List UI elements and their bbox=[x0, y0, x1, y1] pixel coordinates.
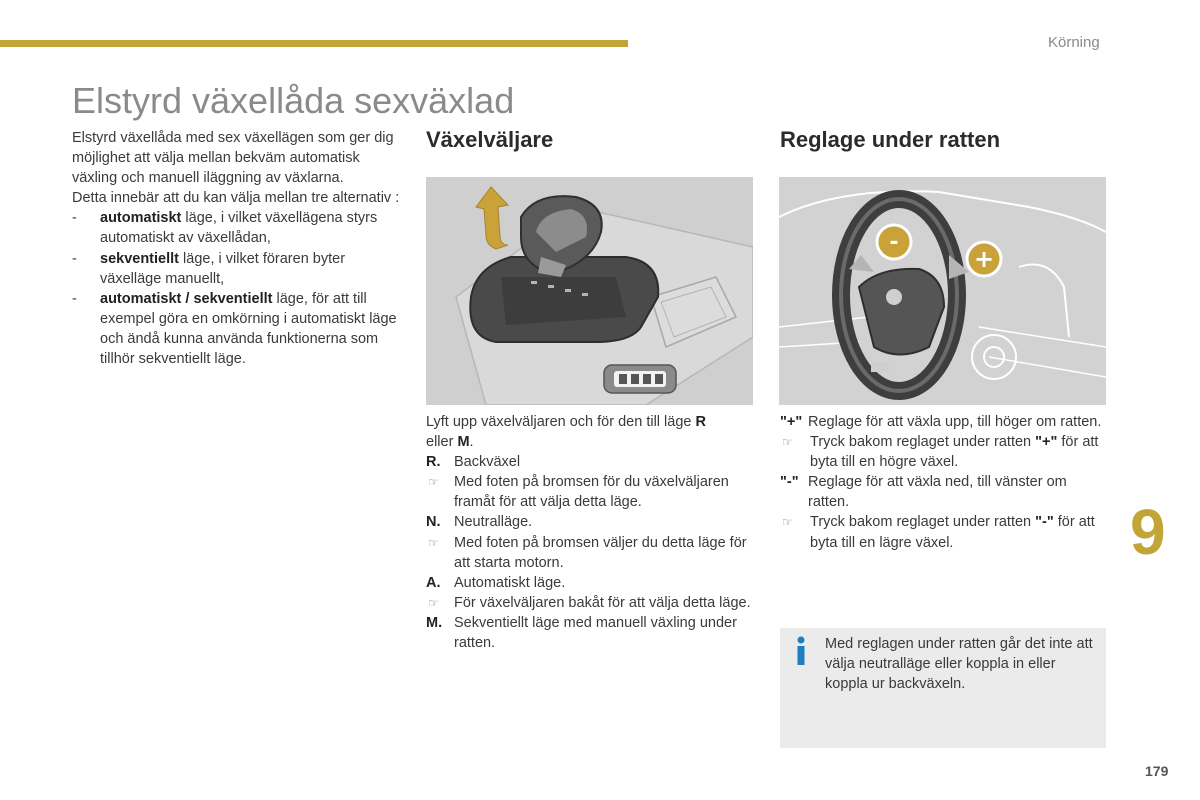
selector-row: N. Neutralläge. bbox=[426, 514, 533, 531]
header-accent-bar bbox=[0, 40, 628, 47]
mode-list-item: - automatiskt läge, i vilket växellägena styrs automatiskt av växellådan, bbox=[72, 210, 378, 247]
paddle-row-plus: "+" Reglage för att växla upp, till höger om ratten. bbox=[780, 414, 1102, 430]
intro-paragraph: Elstyrd växellåda med sex växellägen som ger dig möjlighet att välja mellan bekväm automatisk växling och manuell iläggning av växlarna. bbox=[72, 130, 394, 187]
selector-row: ☞ Med foten på bromsen för du växelväljaren framåt för att välja detta läge. bbox=[426, 472, 756, 512]
paddle-step-plus: ☞ Tryck bakom reglaget under ratten "+" för att byta till en högre växel. bbox=[780, 432, 1110, 472]
selector-heading: Växelväljare bbox=[426, 127, 554, 152]
minus-paddle-badge: - bbox=[889, 230, 899, 255]
intro-paragraph-options: Detta innebär att du kan välja mellan tre alternativ : bbox=[72, 190, 400, 207]
chapter-number: 9 bbox=[1130, 496, 1166, 568]
selector-row: M. Sekventiellt läge med manuell växling under ratten. bbox=[426, 614, 737, 652]
selector-row: ☞ Med foten på bromsen väljer du detta läge för att starta motorn. bbox=[426, 533, 756, 573]
mode-list-item: - sekventiellt läge, i vilket föraren byter växelläge manuellt, bbox=[72, 250, 346, 287]
selector-intro: Lyft upp växelväljaren och för den till läge R eller M. bbox=[426, 414, 706, 451]
page-number: 179 bbox=[1145, 763, 1169, 779]
paddles-heading: Reglage under ratten bbox=[780, 127, 1001, 152]
paddle-row-minus: "-" Reglage för att växla ned, till vänster om ratten. bbox=[780, 474, 1067, 511]
selector-row: ☞ För växelväljaren bakåt för att välja detta läge. bbox=[426, 593, 756, 613]
mode-list bbox=[72, 208, 404, 369]
pointing-hand-icon: ☞ bbox=[428, 475, 439, 490]
selector-row: A. Automatiskt läge. bbox=[426, 574, 566, 591]
pointing-hand-icon: ☞ bbox=[428, 595, 439, 610]
gear-selector-illustration bbox=[426, 177, 753, 405]
mode-list-item: - automatiskt / sekventiellt läge, för att till exempel göra en omkörning i automatiskt läge och ändå kunna använda funktionerna som tillhör sekventiellt läge. bbox=[72, 290, 397, 368]
info-note-text: Med reglagen under ratten går det inte att välja neutralläge eller koppla in eller koppla ur backväxeln. bbox=[825, 636, 1093, 693]
info-icon bbox=[794, 636, 808, 666]
selector-row: R. Backväxel bbox=[426, 454, 521, 471]
steering-wheel-illustration bbox=[779, 177, 1106, 405]
pointing-hand-icon: ☞ bbox=[782, 435, 793, 450]
section-label: Körning bbox=[1048, 34, 1100, 51]
intro-column bbox=[72, 128, 404, 369]
selector-instructions bbox=[426, 412, 756, 653]
plus-paddle-badge: + bbox=[973, 245, 995, 273]
paddle-step-minus: ☞ Tryck bakom reglaget under ratten "-" för att byta till en lägre växel. bbox=[780, 512, 1110, 552]
pointing-hand-icon: ☞ bbox=[782, 515, 793, 530]
page-title: Elstyrd växellåda sexväxlad bbox=[72, 80, 515, 121]
info-note bbox=[780, 628, 1106, 748]
paddles-instructions bbox=[780, 412, 1110, 553]
pointing-hand-icon: ☞ bbox=[428, 535, 439, 550]
